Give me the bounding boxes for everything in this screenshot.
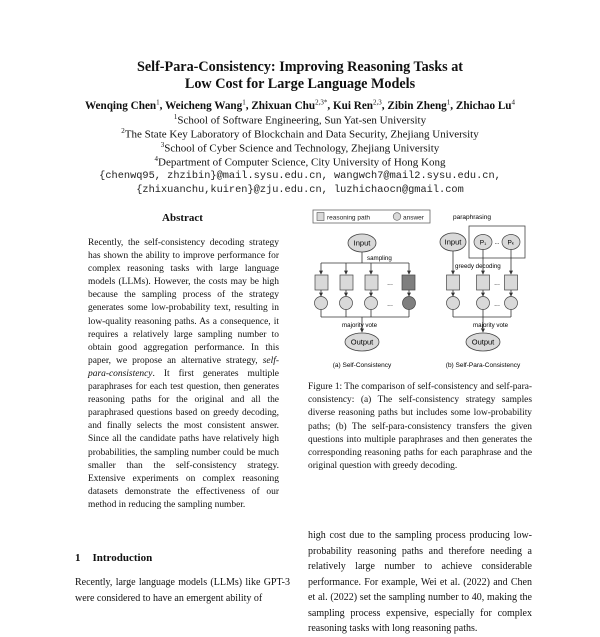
author: Weicheng Wang$^1$	[165, 98, 246, 112]
answer-node	[505, 297, 518, 310]
reasoning-path	[340, 275, 353, 290]
legend-path-swatch	[317, 213, 324, 221]
section-heading-introduction	[75, 552, 164, 564]
figure-1	[305, 205, 535, 375]
ellipsis: ...	[387, 280, 393, 287]
answer-node	[477, 297, 490, 310]
author: Zhixuan Chu$^{2,3*}$	[251, 98, 328, 112]
author-list: Wenqing Chen$^1$, Weicheng Wang$^1$, Zhixuan Chu$^{2,3*}$, Kui Ren$^{2,3}$, Zibin Zheng$^1$, Zhichao Lu$^4$	[84, 98, 516, 112]
paper-title	[0, 59, 600, 93]
panel-a-caption: (a) Self-Consistency	[332, 362, 392, 369]
title-line-1: Self-Para-Consistency: Improving Reasoning Tasks at	[136, 59, 464, 75]
email-line-2: {zhixuanchu,kuiren}@zju.edu.cn, luzhichaocn@gmail.com	[136, 184, 464, 196]
section-title: Introduction	[92, 552, 153, 564]
greedy-decoding-label: greedy decoding	[455, 263, 501, 270]
reasoning-path	[505, 275, 518, 290]
answer-node	[365, 297, 378, 310]
panel-self-consistency	[315, 234, 416, 369]
figure-legend	[313, 210, 430, 223]
figure-caption: Figure 1: The comparison of self-consistency and self-para-consistency: (a) The self-consistency strategy samples diverse reasoning paths but includes some low-probability paths; (b) The self-para-consistency transfers the given questions into multiple paraphrases and then generates the corresponding reasoning paths for each paraphrase and the original question with greedy decoding.	[308, 382, 532, 472]
legend-path-label: reasoning path	[327, 214, 371, 222]
majority-vote-label: majority vote	[473, 322, 509, 329]
output-label: Output	[350, 337, 374, 347]
legend-answer-swatch	[393, 213, 401, 221]
author: Wenqing Chen$^1$	[84, 98, 160, 112]
low-probability-path	[402, 275, 415, 290]
abstract-body: Recently, the self-consistency decoding strategy has shown the ability to improve performance for complex reasoning tasks with large language models (LLMs). However, the costs may be high because the sampling process of the strategy generates some low-probability text, resulting in low-quality reasoning paths. As a consequence, it requires a relatively large sampling number to obtain good aggregation performance. In this paper, we propose an alternative strategy, self-para-consistency. It first generates multiple paraphrases for each test question, then generates reasoning paths for the original and all the paraphrased questions based on greedy decoding, and finally selects the most consistent answer. Since all the candidate paths have relatively high probabilities, the sampling number could be much smaller than the self-consistency strategy. Extensive experiments on complex reasoning datasets demonstrate the effectiveness of our method in reducing the sampling number.	[88, 238, 279, 510]
ellipsis: ...	[494, 280, 500, 287]
pk-label: Pₖ	[507, 239, 515, 247]
output-label: Output	[471, 337, 495, 347]
abstract-heading: Abstract	[162, 212, 203, 224]
affiliation-4: $^4$Department of Computer Science, City University of Hong Kong	[154, 155, 446, 169]
sampling-label: sampling	[367, 255, 392, 262]
author: Kui Ren$^{2,3}$	[332, 98, 382, 112]
reasoning-path	[315, 275, 328, 290]
paraphrasing-label: paraphrasing	[453, 214, 491, 221]
answer-node	[340, 297, 353, 310]
input-label: Input	[444, 237, 462, 247]
p1-label: P₁	[479, 239, 487, 247]
email-line-1: {chenwq95, zhzibin}@mail.sysu.edu.cn, wangwch7@mail2.sysu.edu.cn,	[99, 170, 501, 182]
panel-self-para-consistency	[440, 214, 525, 369]
author: Zibin Zheng$^1$	[387, 98, 451, 112]
affiliation-1: $^1$School of Software Engineering, Sun Yat-sen University	[173, 113, 427, 127]
reasoning-path	[365, 275, 378, 290]
introduction-paragraph: Recently, large language models (LLMs) like GPT-3 were considered to have an emergent ability of	[75, 577, 290, 604]
affiliation-2: $^2$The State Key Laboratory of Blockchain and Data Security, Zhejiang University	[121, 127, 479, 141]
reasoning-path	[447, 275, 460, 290]
body-paragraph: high cost due to the sampling process producing low-probability reasoning paths and therefore needing a relatively large number to achieve considerable performance. For example, Wei et al. (2022) and Chen et al. (2022) set the sampling number to 40, making the sampling process expensive, especially for complex reasoning tasks with long reasoning paths.	[308, 530, 532, 634]
low-probability-answer	[403, 297, 416, 310]
ellipsis: ...	[387, 301, 393, 308]
ellipsis: ...	[494, 301, 500, 308]
ellipsis: ...	[494, 240, 500, 246]
title-line-2: Low Cost for Large Language Models	[184, 76, 416, 92]
author: Zhichao Lu$^4$	[455, 98, 516, 112]
affiliation-3: $^3$School of Cyber Science and Technology, Zhejiang University	[160, 141, 440, 155]
legend-answer-label: answer	[403, 214, 424, 222]
panel-b-caption: (b) Self-Para-Consistency	[445, 362, 521, 369]
answer-node	[315, 297, 328, 310]
reasoning-path	[477, 275, 490, 290]
abstract-italic-term: self-para-consistency	[88, 355, 279, 379]
input-label: Input	[353, 238, 371, 248]
majority-vote-label: majority vote	[342, 322, 378, 329]
answer-node	[447, 297, 460, 310]
section-number: 1	[75, 552, 81, 564]
